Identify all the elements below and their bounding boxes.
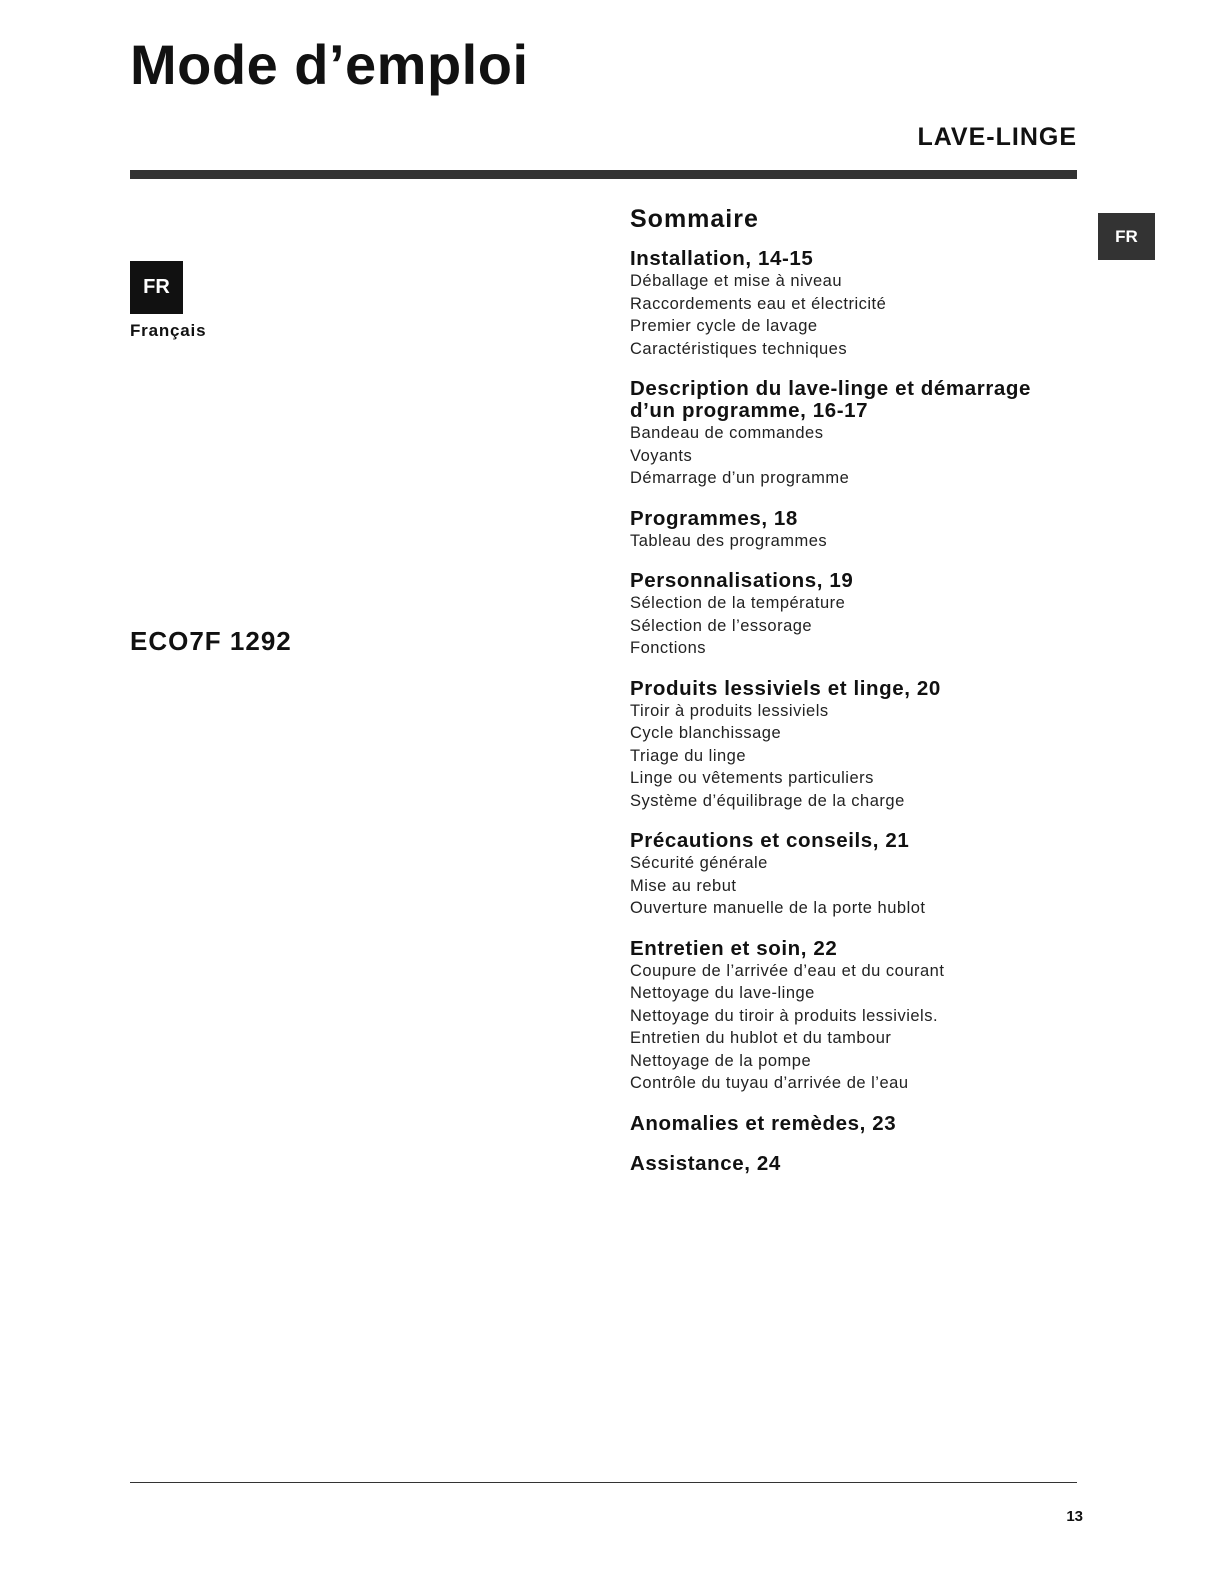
toc-item: Nettoyage de la pompe (630, 1051, 812, 1070)
toc-section-heading: Anomalies et remèdes, 23 (630, 1111, 897, 1135)
toc-item: Entretien du hublot et du tambour (630, 1029, 892, 1047)
toc-item: Contrôle du tuyau d’arrivée de l’eau (630, 1074, 909, 1092)
toc-title: Sommaire (630, 205, 759, 233)
toc-item-list (630, 592, 1070, 660)
toc-item: Tableau des programmes (630, 531, 828, 550)
toc-section-heading: Personnalisations, 19 (630, 569, 854, 592)
toc-item: Voyants (630, 446, 693, 465)
header-divider (130, 170, 1077, 179)
model-number: ECO7F 1292 (130, 626, 292, 656)
toc-item: Sécurité générale (630, 854, 768, 872)
language-badge: FR (130, 261, 183, 314)
toc-item: Cycle blanchissage (630, 724, 782, 742)
toc-section (630, 678, 1070, 813)
toc-item-list (630, 960, 1070, 1095)
toc-item: Sélection de la température (630, 594, 846, 612)
toc-section (630, 248, 1070, 360)
toc-item: Démarrage d’un programme (630, 469, 850, 487)
toc-section (630, 570, 1070, 660)
toc-section-heading: Produits lessiviels et linge, 20 (630, 676, 941, 700)
toc-section-heading: Programmes, 18 (630, 506, 798, 530)
toc-item: Bandeau de commandes (630, 424, 824, 442)
language-side-tab: FR (1098, 213, 1155, 260)
toc-item: Système d’équilibrage de la charge (630, 791, 905, 810)
toc-section-heading: Précautions et conseils, 21 (630, 829, 910, 852)
toc-item: Coupure de l’arrivée d’eau et du courant (630, 961, 945, 980)
toc-item: Mise au rebut (630, 876, 737, 895)
toc-item: Tiroir à produits lessiviels (630, 701, 829, 720)
toc-item: Ouverture manuelle de la porte hublot (630, 899, 926, 917)
product-type: LAVE-LINGE (917, 123, 1077, 151)
toc-sections (630, 248, 1070, 1175)
toc-item: Caractéristiques techniques (630, 339, 848, 358)
footer-divider (130, 1482, 1077, 1483)
toc-section (630, 1113, 1070, 1135)
toc-section-heading: Installation, 14-15 (630, 247, 814, 270)
toc-item: Premier cycle de lavage (630, 317, 818, 335)
toc-section (630, 938, 1070, 1095)
toc-item: Nettoyage du lave-linge (630, 984, 815, 1002)
toc-item: Triage du linge (630, 746, 747, 765)
toc-section-heading: Description du lave-linge et démarrage d’un programme, 16-17 (630, 377, 1032, 422)
toc-section-heading: Assistance, 24 (630, 1151, 781, 1175)
toc-item: Sélection de l’essorage (630, 616, 813, 635)
toc-item: Nettoyage du tiroir à produits lessiviels. (630, 1006, 939, 1025)
toc-item-list (630, 530, 1070, 553)
toc-section-heading: Entretien et soin, 22 (630, 936, 838, 960)
table-of-contents (630, 200, 1070, 1193)
toc-section (630, 1153, 1070, 1175)
toc-item: Déballage et mise à niveau (630, 272, 843, 290)
page-number: 13 (1066, 1508, 1083, 1525)
toc-section (630, 830, 1070, 920)
toc-item-list (630, 270, 1070, 360)
toc-item: Linge ou vêtements particuliers (630, 769, 874, 787)
toc-section (630, 378, 1070, 490)
language-name: Français (130, 321, 207, 340)
toc-section (630, 508, 1070, 553)
toc-item: Raccordements eau et électricité (630, 294, 887, 313)
toc-item-list (630, 852, 1070, 920)
toc-item-list (630, 700, 1070, 813)
toc-item: Fonctions (630, 639, 707, 657)
toc-item-list (630, 422, 1070, 490)
page-title: Mode d’emploi (130, 33, 529, 96)
